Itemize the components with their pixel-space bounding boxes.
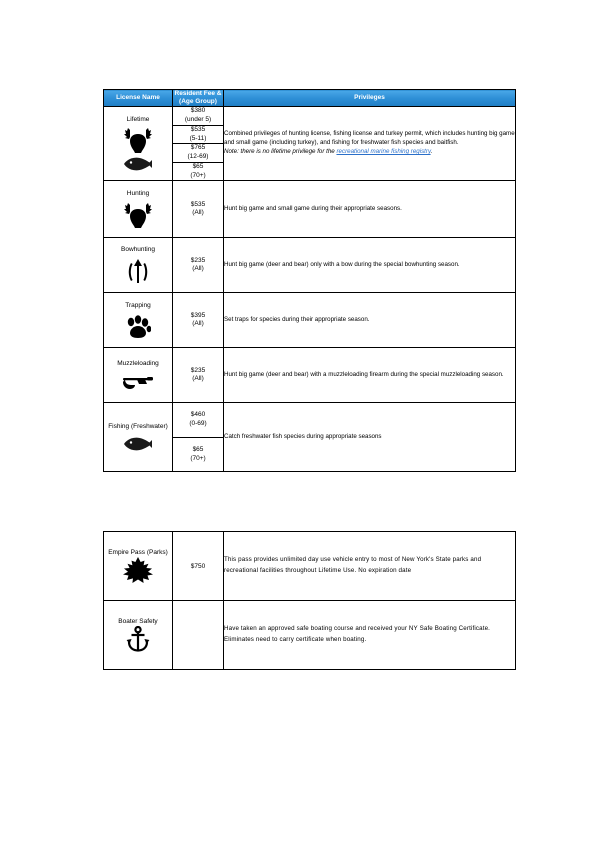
fee-amount: $395 [190,311,206,319]
privileges-text: Have taken an approved safe boating course and received your NY Safe Boating Certificate. Eliminates need to carry certificate when boating. [224,625,491,643]
bow-arrow-icon [128,259,148,285]
cell-fee [173,125,224,144]
cell-license-name [104,348,173,403]
license-table [103,89,516,472]
table-row [104,348,516,403]
license-icon-group [104,373,172,391]
muzzleloader-rifle-icon [121,373,155,391]
anchor-icon [126,626,150,652]
cell-fee [173,403,224,438]
header-privileges: Privileges [224,90,516,107]
cell-fee [173,181,224,238]
fee-amount: $235 [190,366,206,374]
privileges-note [224,148,432,155]
cell-privileges [224,238,516,293]
table-row [104,403,516,438]
license-name-label: Bowhunting [121,246,155,254]
pass-name-label: Empire Pass (Parks) [108,548,168,556]
fee-age-group: (0-69) [189,420,207,428]
license-icon-group [104,203,172,229]
fish-icon [122,436,154,452]
license-icon-group [104,315,172,339]
license-name-label: Hunting [126,190,150,198]
fee-age-group: (5-11) [189,134,207,142]
additional-passes-table-container [103,531,514,670]
header-license-name: License Name [104,90,173,107]
cell-fee [173,107,224,126]
table-body [104,107,516,472]
privileges-text: This pass provides unlimited day use vehicle entry to most of New York's State parks and recreational facilities throughout Lifetime Use. No expiration date [224,556,482,574]
cell-pass-name [104,601,173,670]
table-header-row [104,90,516,107]
fee-amount: $750 [190,562,206,570]
header-resident-fee: Resident Fee & (Age Group) [173,90,224,107]
table-row [104,532,516,601]
pass-icon-group [104,557,172,583]
cell-license-name [104,181,173,238]
cell-fee [173,238,224,293]
privileges-text: Hunt big game (deer and bear) with a muzzleloading firearm during the special muzzleloading season. [224,370,504,378]
pass-name-label: Boater Safety [118,617,158,625]
privileges-text: Catch freshwater fish species during appropriate seasons [224,432,382,440]
license-name-label: Fishing (Freshwater) [108,423,168,431]
fee-amount: $765 [190,144,206,152]
cell-fee [173,144,224,163]
cell-fee [173,162,224,181]
fee-amount: $380 [190,107,206,115]
privileges-text: Set traps for species during their appropriate season. [224,315,370,323]
additional-passes-table [103,531,516,670]
cell-fee [173,437,224,472]
fee-amount: $65 [192,445,204,453]
cell-privileges [224,532,516,601]
deer-head-icon [123,128,153,154]
cell-pass-name [104,532,173,601]
table-row [104,107,516,126]
table-row [104,181,516,238]
pass-icon-group [104,626,172,652]
privileges-text: Hunt big game and small game during their appropriate seasons. [224,204,402,212]
fee-amount: $235 [190,256,206,264]
paw-print-icon [125,315,151,339]
cell-fee [173,601,224,670]
fee-amount: $460 [190,411,206,419]
license-icon-group [104,128,172,172]
privileges-text: Hunt big game (deer and bear) only with a bow during the special bowhunting season. [224,260,460,268]
maple-leaf-icon [123,557,153,583]
cell-privileges [224,181,516,238]
fee-age-group: (All) [192,265,204,273]
cell-license-name [104,293,173,348]
cell-license-name [104,238,173,293]
privileges-text: Combined privileges of hunting license, fishing license and turkey permit, which includes hunting big game and small game (including turkey), and fishing for freshwater fish species and baitfish. [224,130,515,147]
deer-head-icon [123,203,153,229]
license-name-label: Muzzleloading [117,360,159,368]
recreational-marine-fishing-registry-link[interactable]: recreational marine fishing registry [336,148,431,156]
fish-icon [122,156,154,172]
license-name-label: Trapping [125,302,151,310]
table-row [104,293,516,348]
license-icon-group [104,259,172,285]
cell-privileges [224,348,516,403]
cell-privileges [224,107,516,181]
fee-age-group: (under 5) [184,116,212,124]
fee-age-group: (All) [192,320,204,328]
license-icon-group [104,436,172,452]
note-prefix: Note: there is no lifetime privilege for the [224,148,337,156]
cell-privileges [224,601,516,670]
fee-amount: $535 [190,200,206,208]
cell-fee [173,293,224,348]
license-table-container [103,89,514,472]
fee-age-group: (All) [192,375,204,383]
cell-privileges [224,403,516,472]
cell-fee [173,348,224,403]
table-body [104,532,516,670]
table-row [104,238,516,293]
table-row [104,601,516,670]
fee-amount: $535 [190,125,206,133]
fee-age-group: (All) [192,209,204,217]
fee-amount: $65 [192,162,204,170]
table-header [104,90,516,107]
cell-fee [173,532,224,601]
cell-license-name [104,403,173,472]
cell-license-name [104,107,173,181]
license-name-label: Lifetime [126,115,150,123]
fee-age-group: (70+) [190,454,206,462]
fee-age-group: (12-69) [187,153,209,161]
cell-privileges [224,293,516,348]
note-suffix: . [430,148,433,156]
fee-age-group: (70+) [190,171,206,179]
